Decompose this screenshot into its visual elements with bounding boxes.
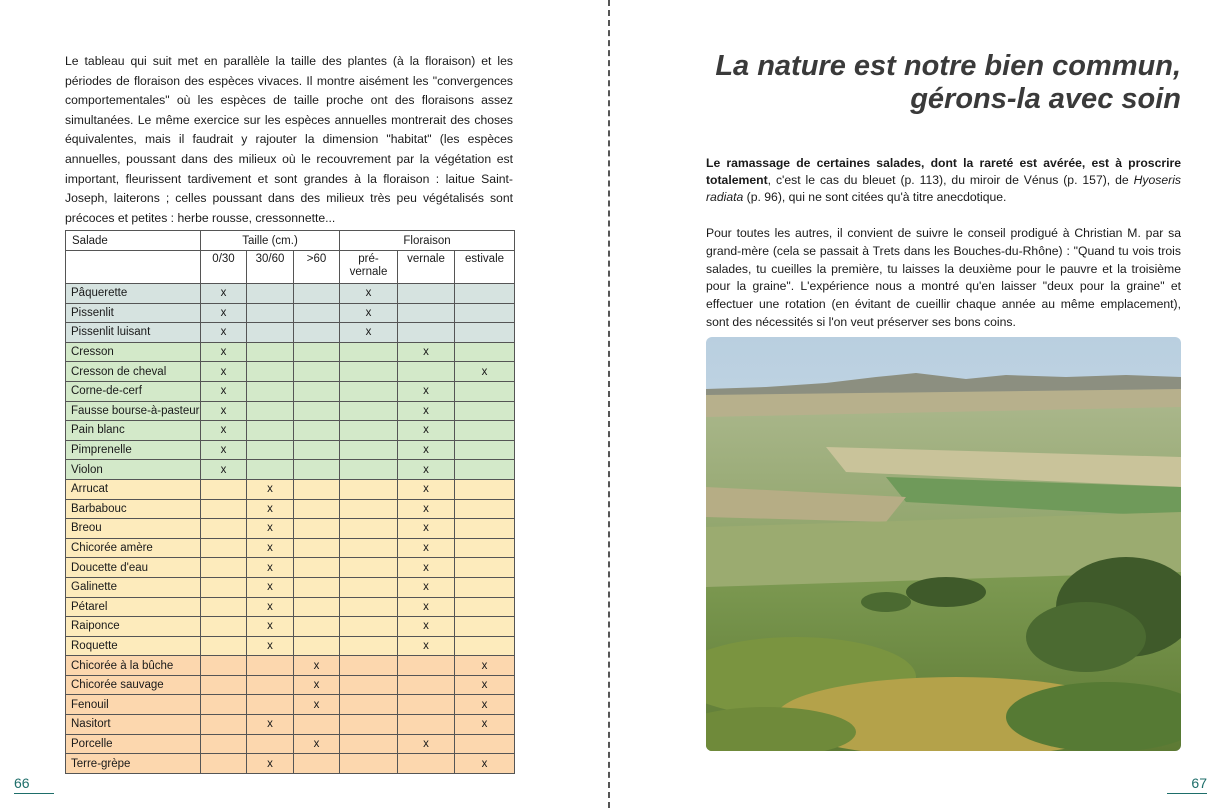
table-cell: x: [398, 538, 455, 558]
table-cell: x: [455, 754, 515, 774]
table-cell: [455, 284, 515, 304]
table-row: [66, 460, 515, 480]
table-cell: [294, 715, 340, 735]
table-cell: [294, 362, 340, 382]
header-salade: Salade: [66, 231, 201, 251]
landscape-photo: [706, 337, 1181, 751]
salad-name: Pimprenelle: [66, 440, 201, 460]
table-row: [66, 558, 515, 578]
lead-text-1: , c'est le cas du bleuet (p. 113), du miroir de Vénus (p. 157), de: [767, 173, 1134, 187]
table-cell: [398, 284, 455, 304]
table-cell: x: [247, 597, 294, 617]
table-cell: [247, 656, 294, 676]
table-cell: [294, 479, 340, 499]
page-title: [671, 50, 1181, 116]
table-cell: x: [398, 499, 455, 519]
table-cell: x: [398, 342, 455, 362]
table-cell: x: [247, 617, 294, 637]
header-size-30-60: 30/60: [247, 251, 294, 284]
table-cell: x: [201, 421, 247, 441]
table-cell: x: [455, 656, 515, 676]
salad-name: Pâquerette: [66, 284, 201, 304]
table-row: [66, 754, 515, 774]
lead-paragraph: [706, 155, 1181, 206]
table-cell: [340, 656, 398, 676]
table-cell: x: [340, 303, 398, 323]
table-cell: [247, 401, 294, 421]
table-cell: x: [201, 323, 247, 343]
table-row: [66, 675, 515, 695]
table-cell: [201, 636, 247, 656]
salad-name: Pissenlit: [66, 303, 201, 323]
table-cell: [455, 636, 515, 656]
salad-name: Pain blanc: [66, 421, 201, 441]
table-cell: x: [247, 519, 294, 539]
table-cell: [340, 479, 398, 499]
table-cell: x: [455, 362, 515, 382]
table-cell: [340, 695, 398, 715]
table-cell: [398, 715, 455, 735]
salad-name: Fausse bourse-à-pasteur: [66, 401, 201, 421]
lead-italic: Hyoseris radiata: [706, 173, 1181, 204]
table-cell: [294, 499, 340, 519]
salad-name: Cresson de cheval: [66, 362, 201, 382]
table-cell: [340, 734, 398, 754]
table-cell: [340, 401, 398, 421]
table-cell: [340, 538, 398, 558]
table-row: [66, 381, 515, 401]
table-row: [66, 342, 515, 362]
table-cell: [294, 577, 340, 597]
table-cell: [294, 460, 340, 480]
table-cell: [247, 303, 294, 323]
table-cell: [340, 577, 398, 597]
body-paragraph: Pour toutes les autres, il convient de suivre le conseil prodigué à Christian M. par sa grand-mère (cela se passait à Trets dans les Bouches-du-Rhône) : "Quand tu vois trois salades, tu cueilles la première, tu laisses la deuxième pour le pauvre et la troisième pour la graine". L'expérience nous a montré qu'en laisser "deux pour la graine" et effectuer une rotation (en évitant de cueillir chaque année au même emplacement), sont des nécessités si l'on veut préserver ses bons coins.: [706, 226, 1181, 329]
table-cell: x: [398, 617, 455, 637]
table-cell: x: [247, 754, 294, 774]
table-cell: [340, 715, 398, 735]
table-cell: [201, 577, 247, 597]
table-row: [66, 421, 515, 441]
table-cell: [398, 675, 455, 695]
table-cell: [201, 617, 247, 637]
table-cell: [201, 479, 247, 499]
salad-name: Chicorée sauvage: [66, 675, 201, 695]
table-cell: [455, 401, 515, 421]
table-cell: [455, 734, 515, 754]
salad-name: Chicorée à la bûche: [66, 656, 201, 676]
table-cell: x: [294, 695, 340, 715]
table-cell: [201, 695, 247, 715]
header-size-0-30: 0/30: [201, 251, 247, 284]
salad-name: Fenouil: [66, 695, 201, 715]
table-cell: [455, 577, 515, 597]
table-cell: [455, 303, 515, 323]
salad-name: Doucette d'eau: [66, 558, 201, 578]
salad-name: Arrucat: [66, 479, 201, 499]
table-cell: x: [247, 538, 294, 558]
table-cell: [201, 499, 247, 519]
table-cell: [398, 323, 455, 343]
table-cell: [247, 695, 294, 715]
table-cell: x: [398, 519, 455, 539]
table-cell: [398, 656, 455, 676]
table-cell: [340, 519, 398, 539]
table-row: [66, 617, 515, 637]
table-cell: [247, 734, 294, 754]
table-cell: [455, 381, 515, 401]
lead-bold: Le ramassage de certaines salades, dont la rareté est avérée, est à proscrire totalement: [706, 156, 1181, 187]
table-cell: [294, 754, 340, 774]
table-cell: x: [201, 440, 247, 460]
table-cell: x: [398, 636, 455, 656]
table-cell: [247, 675, 294, 695]
table-cell: [247, 440, 294, 460]
salad-name: Chicorée amère: [66, 538, 201, 558]
table-cell: [201, 558, 247, 578]
table-cell: x: [201, 401, 247, 421]
table-cell: [294, 303, 340, 323]
table-cell: [201, 519, 247, 539]
table-cell: [247, 323, 294, 343]
salad-table: [65, 230, 515, 774]
header-pre-vernale: pré- vernale: [340, 251, 398, 284]
table-cell: x: [247, 499, 294, 519]
table-cell: x: [455, 715, 515, 735]
salad-name: Violon: [66, 460, 201, 480]
lead-text-2: (p. 96), qui ne sont citées qu'à titre anecdotique.: [743, 190, 1007, 204]
table-cell: [455, 460, 515, 480]
table-cell: x: [247, 577, 294, 597]
table-cell: [455, 479, 515, 499]
table-cell: [455, 342, 515, 362]
salad-name: Cresson: [66, 342, 201, 362]
table-cell: x: [398, 479, 455, 499]
right-page: [611, 0, 1221, 808]
page-fold-divider: [608, 0, 610, 808]
table-cell: x: [340, 323, 398, 343]
table-cell: x: [201, 303, 247, 323]
table-cell: x: [398, 577, 455, 597]
table-cell: [294, 440, 340, 460]
table-row: [66, 479, 515, 499]
header-estivale: estivale: [455, 251, 515, 284]
table-cell: x: [247, 479, 294, 499]
table-cell: [455, 617, 515, 637]
salad-name: Raiponce: [66, 617, 201, 637]
table-cell: x: [201, 460, 247, 480]
table-cell: x: [247, 636, 294, 656]
landscape-illustration: [706, 337, 1181, 751]
table-cell: [455, 558, 515, 578]
table-row: [66, 715, 515, 735]
table-cell: [201, 734, 247, 754]
salad-name: Barbabouc: [66, 499, 201, 519]
header-floraison: Floraison: [340, 231, 515, 251]
salad-name: Nasitort: [66, 715, 201, 735]
table-cell: x: [455, 695, 515, 715]
table-cell: [340, 617, 398, 637]
table-cell: [294, 401, 340, 421]
header-size-60-plus: >60: [294, 251, 340, 284]
table-cell: [340, 362, 398, 382]
table-cell: x: [398, 401, 455, 421]
table-cell: [201, 538, 247, 558]
salad-name: Roquette: [66, 636, 201, 656]
table-cell: [247, 342, 294, 362]
intro-paragraph: Le tableau qui suit met en parallèle la taille des plantes (à la floraison) et les périodes de floraison des espèces vivaces. Il montre aisément les "convergences comportementales" où les espèces de taille proche ont des floraisons assez simultanées. Le même exercice sur les espèces annuelles montrerait des choses équivalentes, mais il faudrait y rajouter la dimension "habitat" (les espèces annuelles, poussant dans des milieux où le recouvrement par la végétation est important, fleurissent tardivement et sont grandes à la floraison : laitue Saint-Joseph, laiterons ; celles poussant dans des milieux très peu végétalisés sont précoces et petites : herbe rousse, cressonnette...: [65, 54, 513, 225]
table-cell: [201, 715, 247, 735]
salad-name: Corne-de-cerf: [66, 381, 201, 401]
table-cell: [455, 499, 515, 519]
table-cell: x: [398, 460, 455, 480]
table-cell: [340, 460, 398, 480]
salad-name: Pétarel: [66, 597, 201, 617]
table-row: [66, 323, 515, 343]
table-row: [66, 734, 515, 754]
salad-name: Galinette: [66, 577, 201, 597]
table-cell: [294, 381, 340, 401]
header-empty: [66, 251, 201, 284]
page-number-left: 66: [14, 775, 54, 794]
table-row: [66, 695, 515, 715]
table-cell: [455, 323, 515, 343]
table-row: [66, 284, 515, 304]
salad-name: Breou: [66, 519, 201, 539]
table-cell: [340, 675, 398, 695]
table-row: [66, 597, 515, 617]
table-cell: [340, 754, 398, 774]
table-cell: [294, 342, 340, 362]
table-cell: [294, 617, 340, 637]
table-row: [66, 636, 515, 656]
table-cell: [294, 597, 340, 617]
table-cell: x: [247, 715, 294, 735]
table-row: [66, 577, 515, 597]
table-row: [66, 303, 515, 323]
table-cell: x: [247, 558, 294, 578]
salad-name: Porcelle: [66, 734, 201, 754]
header-taille: Taille (cm.): [201, 231, 340, 251]
table-cell: [340, 342, 398, 362]
table-cell: [294, 538, 340, 558]
table-cell: [294, 558, 340, 578]
table-cell: x: [398, 734, 455, 754]
table-cell: [247, 460, 294, 480]
title-line-1: La nature est notre bien commun,: [715, 50, 1181, 82]
table-cell: [455, 421, 515, 441]
table-cell: [294, 421, 340, 441]
table-cell: [201, 597, 247, 617]
table-cell: [247, 362, 294, 382]
page-number-right: 67: [1167, 775, 1207, 794]
table-cell: [247, 284, 294, 304]
table-cell: x: [294, 675, 340, 695]
salad-name: Terre-grèpe: [66, 754, 201, 774]
table-cell: x: [398, 421, 455, 441]
table-cell: [247, 381, 294, 401]
title-line-2: gérons-la avec soin: [910, 83, 1181, 115]
table-cell: x: [398, 558, 455, 578]
left-page: [0, 0, 608, 808]
table-cell: [398, 695, 455, 715]
table-cell: x: [398, 440, 455, 460]
table-cell: [340, 499, 398, 519]
table-cell: [340, 636, 398, 656]
salad-name: Pissenlit luisant: [66, 323, 201, 343]
table-cell: [340, 558, 398, 578]
table-cell: [294, 323, 340, 343]
table-cell: [294, 636, 340, 656]
table-cell: [398, 362, 455, 382]
table-cell: x: [294, 734, 340, 754]
table-cell: [398, 303, 455, 323]
table-row: [66, 499, 515, 519]
table-row: [66, 440, 515, 460]
table-cell: [455, 519, 515, 539]
table-cell: [340, 421, 398, 441]
table-cell: x: [294, 656, 340, 676]
table-cell: x: [201, 381, 247, 401]
table-cell: [340, 381, 398, 401]
table-cell: [455, 440, 515, 460]
table-cell: [455, 538, 515, 558]
table-cell: [201, 656, 247, 676]
table-cell: x: [201, 362, 247, 382]
table-cell: [247, 421, 294, 441]
header-vernale: vernale: [398, 251, 455, 284]
table-cell: x: [455, 675, 515, 695]
table-cell: [294, 284, 340, 304]
table-row: [66, 362, 515, 382]
table-row: [66, 401, 515, 421]
table-cell: [340, 597, 398, 617]
table-cell: [340, 440, 398, 460]
table-row: [66, 519, 515, 539]
table-cell: x: [398, 597, 455, 617]
table-cell: [201, 754, 247, 774]
table-cell: [294, 519, 340, 539]
table-row: [66, 656, 515, 676]
table-cell: x: [201, 342, 247, 362]
table-cell: [201, 675, 247, 695]
table-cell: x: [340, 284, 398, 304]
table-cell: x: [398, 381, 455, 401]
salad-table-body: [66, 284, 515, 774]
table-cell: [455, 597, 515, 617]
table-cell: [398, 754, 455, 774]
table-cell: x: [201, 284, 247, 304]
table-row: [66, 538, 515, 558]
